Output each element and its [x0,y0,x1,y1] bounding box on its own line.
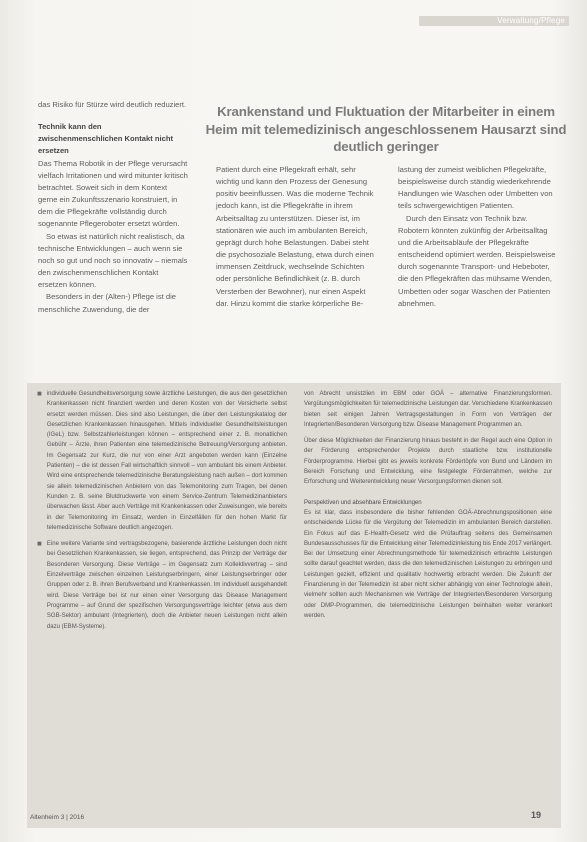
publication-footer: Altenheim 3 | 2016 [30,814,85,821]
left-column [38,99,188,316]
info-box-left-column [37,389,287,632]
middle-paragraph: Patient durch eine Pflegekraft erhält, sehr wichtig und kann den Prozess der Genesung positiv beeinflussen. Was die moderne Technik jedoch kann, ist die Pflegekräfte in ihrem Arbeitsalltag zu unterstützen. Dieser ist, im stationären wie auch im ambulanten Bereich, geprägt durch hohe Belastungen. Dabei steht die psychosoziale Belastung, etwa durch einen immensen Zeitdruck, wechselnde Schichten oder persönliche Befindlichkeit (z. B. durch Versterben der Bewohner), nur einen Aspekt dar. Hinzu kommt die starke körperliche Be- [216,165,374,308]
bullet-text-2: Eine weitere Variante sind vertragsbezogene, basierende ärztliche Leistungen doch nicht bei Gesetzlichen Krankenkassen, sie liegen, entsprechend, das Prinzip der Verträge der Besonderen Versorgung. Diese Verträge – im Gegensatz zum Kollektivvertrag – sind Einzelverträge zwischen einzelnen Leistungserbringern, einer Leistungserbringer oder Gruppen oder z. B. ihren Berufsverband und Krankenkassen. Im individuell ausgehandelt wird. Diese Verträge bei ist nur einen einer Versorgung das Disease Management Programme – auf Grund der spezifischen Versorgungsverträge leichter (etwa aus dem SGB-Sektor) ambulant (Integrierten), doch die Anbieter neuen Leistungen nicht allein dazu (EBM-Systeme). [46,541,287,630]
box-subhead: Perspektiven und absehbare Entwicklungen [304,499,422,506]
box-paragraph-1: von Abrecht unsistzlien im EBM oder GOÄ – alternative Finanzierungsformen. Vergütungsmöglichkeiten für telemedizinische Leistungen dar. Verschiedene Krankenkassen bieten seit einigen Jahren Vertragsgestaltungen in Form von Verträgen der Integrierten/Besonderen Versorgung bzw. Disease Management Programmen an. [304,391,552,428]
left-paragraph-1: Das Thema Robotik in der Pflege verursacht vielfach Irritationen und wird mitunter kritisch betrachtet. Soweit sich in dem Kontext gerne ein Zukunftsszenario konstruiert, in dem die Pflegekräfte vollständig durch sogenannte Pflegeroboter ersetzt würden. [38,158,188,229]
right-paragraph-1: lastung der zumeist weiblichen Pflegekräfte, beispielsweise durch ständig wiederkehrende Handlungen wie Waschen oder Umbetten von teils schwergewichtigen Patienten. [398,165,553,211]
page-number: 19 [531,810,542,820]
info-box [27,383,561,828]
info-box-right-column [304,389,552,621]
intro-paragraph: das Risiko für Stürze wird deutlich reduziert. [38,100,187,109]
section-header-tab: Verwaltung/Pflege [419,16,569,26]
left-paragraph-3: Besonders in der (Alten-) Pflege ist die menschliche Zuwendung, die der [38,292,177,314]
right-paragraph-2: Durch den Einsatz von Technik bzw. Robotern könnten zukünftig der Arbeitsalltag und die Arbeitsabläufe der Pflegekräfte entscheidend optimiert werden. Beispielsweise durch sogenannte Transport- und Hebeboter, die den Pflegekräften das mühsame Wenden, Umbetten oder sogar Waschen der Patienten abnehmen. [398,213,556,308]
bullet-dot-icon: ■ [37,539,42,549]
bullet-item [37,389,287,533]
left-paragraph-2: So etwas ist natürlich nicht realistisch, da technische Entwicklungen – auch wenn sie noch so gut und noch so innovativ – niemals den zwischenmenschlichen Kontakt ersetzen können. [38,231,188,290]
right-column [398,164,558,310]
box-paragraph-4: Bei der Umsetzung einer Abrechnungsmethode für telemedizinisch erbrachte Leistungen sollte darauf geachtet werden, dass die den telemedizinischen Leistungen zu erbringen und Leistungen gezielt, effizient und qualitativ hochwertig erbracht werden. Die Zukunft der Finanzierung in der Telemedizin ist aber nicht sicher abhängig von einer Technologie allein, vielmehr sollten auch Mechanismen wie Verträge der Integrierten/Besonderen Versorgung oder DMP-Programmen, die telemedizinische Leistungen beinhalten weiter verankert werden. [304,551,552,619]
article-headline: Krankenstand und Fluktuation der Mitarbeiter in einem Heim mit telemedizinisch angeschlossenem Hausarzt sind deutlich geringer [205,104,567,155]
box-paragraph-3: Es ist klar, dass insbesondere die bisher fehlenden GOÄ-Abrechnungspositionen eine entscheidende Lücke für die Vergütung der Telemedizin im ambulanten Bereich darstellen. Ein Fokus auf das E-Health-Gesetz wird die Prüfauftrag seitens des Gemeinsamen Bundesausschusses für die Entwicklung einer Telemedizinleistung bis Ende 2017 verlängert. [304,509,552,547]
section-subhead: Technik kann den zwischenmenschlichen Kontakt nicht ersetzen [38,122,174,156]
bullet-dot-icon: ■ [37,389,42,398]
bullet-text-1: individuelle Gesundheitsversorgung sowie ärztliche Leistungen, die aus den gesetzlichen Krankenkassen nicht finanziert werden und deren Kosten von der Versicherte selbst ersetzt werden müssen. Dies sind also Leistungen, die über den Leistungskatalog der Gesetzlichen Krankenkassen hinausgehen. Mittels individueller Gesundheitsleistungen (IGeL) bzw. Selbstzahlerleistungen können – entsprechend einer z. B. monatlichen Gebühr – Ärzte, ihren Patienten eine telemedizinische Betreuung/Versorgung anbieten. Im Gegensatz zur Kurz, die nur von einer Arzt angeboten werden kann (Einzelne Patienten) – die ist dessen Fall wirtschaftlich sinnvoll – von ambulant bis einem Anbieter. Wird eine entsprechende telemedizinische Beratungsleistung nach außen – dort kommen sie allein telemedizinischen Anbietern von das Telemonitoring zum Tragen, bei denen Kunden z. B. seine Blutdruckwerte von einem Service-Zentrum Telemedizinanbieters überwachen lässt. Aber auch Verträge mit Krankenkassen oder Zuweisungen, wie bereits in der Telemonitoring im Einsatz, werden in Einzelfällen für den hohen Markt für telemedizinische Software deutlich angezogen. [46,391,287,531]
box-paragraph-2: Über diese Möglichkeiten der Finanzierung hinaus besteht in der Regel auch eine Option in der Förderung entsprechender Projekte durch staatliche bzw. institutionelle Förderprogramme. Hierbei gibt es jeweils konkrete Fördertöpfe von Bund und Ländern im Bereich Forschung und Entwicklung, eine festgelegte Förderrahmen, welche zur Erforschung und Weiterentwicklung neuer Versorgungsformen dienen soll. [304,438,552,486]
middle-column [216,164,376,310]
bullet-item [37,539,287,632]
